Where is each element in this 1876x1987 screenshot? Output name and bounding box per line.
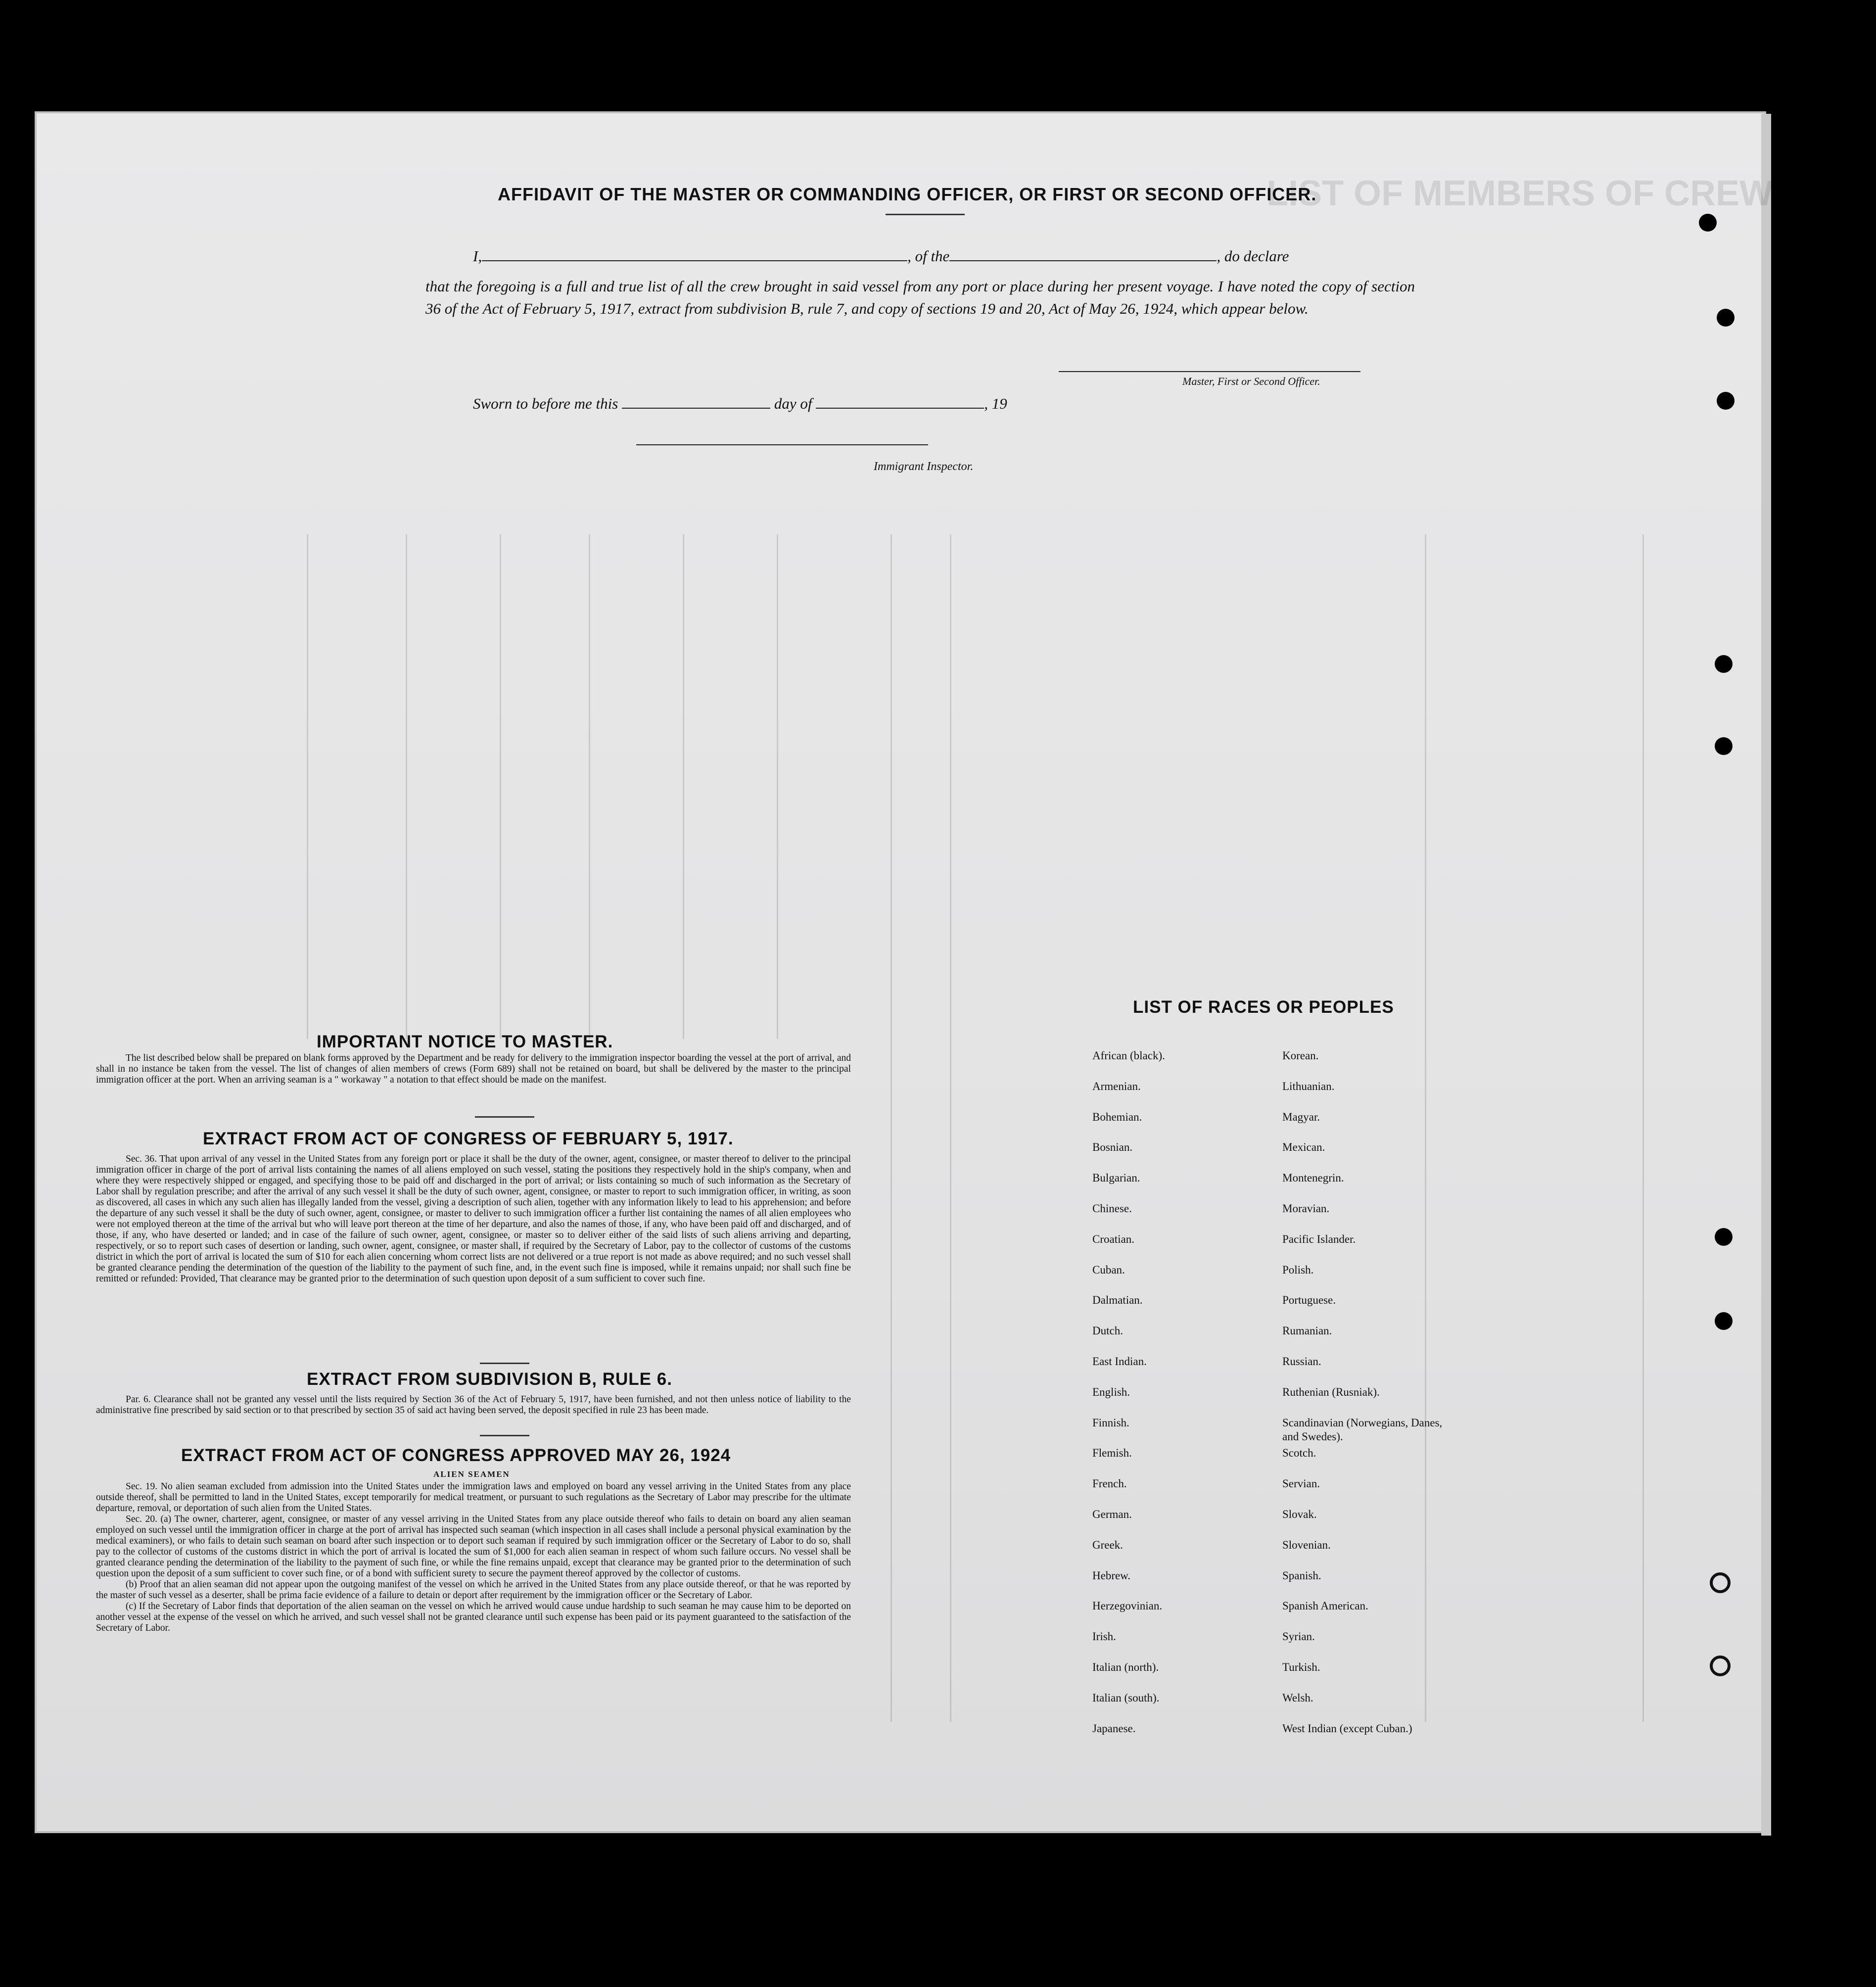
race-item: Scotch. xyxy=(1282,1447,1316,1460)
inspector-signature-line[interactable] xyxy=(636,444,928,445)
section-rule xyxy=(480,1435,529,1436)
race-item: Magyar. xyxy=(1282,1110,1320,1123)
binder-hole xyxy=(1715,655,1733,673)
extract-1917-title: EXTRACT FROM ACT OF CONGRESS OF FEBRUARY 5, 1917. xyxy=(203,1129,734,1148)
race-item: Spanish American. xyxy=(1282,1600,1368,1612)
race-item: Russian. xyxy=(1282,1355,1321,1368)
races-right-column xyxy=(1282,1049,1510,1752)
race-item: French. xyxy=(1092,1477,1127,1490)
race-item: Greek. xyxy=(1092,1538,1123,1551)
race-item: Portuguese. xyxy=(1282,1294,1336,1307)
race-item: Bohemian. xyxy=(1092,1110,1142,1123)
race-item: Slovenian. xyxy=(1282,1538,1331,1551)
race-item: German. xyxy=(1092,1508,1132,1520)
race-item: East Indian. xyxy=(1092,1355,1147,1368)
binder-hole xyxy=(1715,1228,1733,1246)
race-item: Mexican. xyxy=(1282,1141,1325,1154)
rule-6-title: EXTRACT FROM SUBDIVISION B, RULE 6. xyxy=(307,1370,672,1389)
page-edge xyxy=(1761,114,1771,1836)
race-item: Finnish. xyxy=(1092,1416,1129,1429)
binder-hole xyxy=(1717,392,1735,410)
binder-hole xyxy=(1715,1312,1733,1330)
notice-text: The list described below shall be prepared on blank forms approved by the Department and be ready for delivery to the immigration inspector boarding the vessel at the port of arrival, and shall in no instance be taken from the vessel. The list of changes of alien members of crews (Form 689) shall not be retained on board, but shall be delivered by the master to the principal immigration officer at the port. When an arriving seaman is a " workaway " a notation to that effect should be made on the manifest. xyxy=(96,1053,851,1085)
sworn-line xyxy=(473,394,1007,413)
affidavit-body: that the foregoing is a full and true list of all the crew brought in said vessel from any port or place during her present voyage. I have noted the copy of section 36 of the Act of February 5, 1917, extract from subdivision B, rule 7, and copy of sections 19 and 20, Act of May 26, 1924, which appear below. xyxy=(425,278,1415,317)
race-item: Montenegrin. xyxy=(1282,1172,1344,1184)
section-rule xyxy=(475,1116,534,1118)
race-item: Croatian. xyxy=(1092,1232,1134,1245)
race-item: Dalmatian. xyxy=(1092,1294,1143,1307)
sworn-month-blank[interactable] xyxy=(816,394,984,409)
race-item: Spanish. xyxy=(1282,1569,1321,1582)
race-item: Korean. xyxy=(1282,1049,1319,1062)
bleed-through-rule xyxy=(589,534,590,1039)
binder-hole xyxy=(1710,1572,1731,1593)
race-item: Syrian. xyxy=(1282,1630,1315,1643)
race-item: Polish. xyxy=(1282,1263,1314,1276)
affidavit-i-label: I, xyxy=(473,247,482,265)
race-item: African (black). xyxy=(1092,1049,1165,1062)
race-item: Japanese. xyxy=(1092,1722,1136,1735)
inspector-signature-label: Immigrant Inspector. xyxy=(874,460,974,473)
race-item: Servian. xyxy=(1282,1477,1320,1490)
bleed-through-heading: LIST OF MEMBERS OF CREW xyxy=(1266,174,1773,213)
binder-hole xyxy=(1715,737,1733,755)
race-item: Flemish. xyxy=(1092,1447,1132,1460)
race-item: Slovak. xyxy=(1282,1508,1317,1520)
race-item: Turkish. xyxy=(1282,1660,1320,1673)
binder-hole xyxy=(1699,214,1717,232)
race-item: Scandinavian (Norwegians, Danes, and Swedes). xyxy=(1282,1416,1443,1443)
year-label: , 19 xyxy=(984,395,1007,412)
affidavit-of-the-label: , of the xyxy=(907,247,950,265)
race-item: Cuban. xyxy=(1092,1263,1125,1276)
bleed-through-rule xyxy=(777,534,778,1039)
sworn-day-blank[interactable] xyxy=(622,394,770,409)
affidavit-do-declare-label: , do declare xyxy=(1217,247,1289,265)
affidavit-declaration-line xyxy=(473,246,1289,265)
master-signature-label: Master, First or Second Officer. xyxy=(1182,375,1320,387)
master-signature-line[interactable] xyxy=(1059,371,1360,372)
sec-19-text: Sec. 19. No alien seaman excluded from admission into the United States under the immigration laws and employed on board any vessel arriving in the United States from any place outside thereof, shall be permitted to land in the United States, except temporarily for medical treatment, or pursuant to such regulations as the Secretary of Labor may prescribe for the ultimate departure, removal, or deportation of such alien from the United States. xyxy=(96,1481,851,1514)
race-item: Bulgarian. xyxy=(1092,1172,1140,1184)
alien-seamen-subtitle: ALIEN SEAMEN xyxy=(433,1469,510,1479)
race-item: Lithuanian. xyxy=(1282,1080,1335,1092)
bleed-through-rule xyxy=(950,534,951,1722)
affidavit-title: AFFIDAVIT OF THE MASTER OR COMMANDING OFFICER, OR FIRST OR SECOND OFFICER. xyxy=(498,184,1317,204)
race-item: English. xyxy=(1092,1385,1130,1398)
race-item: Bosnian. xyxy=(1092,1141,1133,1154)
name-blank[interactable] xyxy=(482,246,907,261)
race-item: Moravian. xyxy=(1282,1202,1330,1215)
race-item: Hebrew. xyxy=(1092,1569,1131,1582)
bleed-through-rule xyxy=(500,534,501,1039)
race-item: Irish. xyxy=(1092,1630,1116,1643)
binder-hole xyxy=(1710,1656,1731,1676)
races-title: LIST OF RACES OR PEOPLES xyxy=(1133,997,1394,1017)
bleed-through-rule xyxy=(1642,534,1644,1722)
bleed-through-rule xyxy=(307,534,308,1039)
races-left-column xyxy=(1092,1049,1300,1752)
race-item: Herzegovinian. xyxy=(1092,1600,1163,1612)
rule-6-text: Par. 6. Clearance shall not be granted any vessel until the lists required by Section 36 of the Act of February 5, 1917, have been furnished, and not then unless notice of liability to the administrative fine prescribed by said section or to that prescribed by section 35 of said act having been served, the deposit specified in rule 23 has been made. xyxy=(96,1394,851,1416)
binder-hole xyxy=(1717,309,1735,327)
bleed-through-rule xyxy=(406,534,407,1039)
bleed-through-rule xyxy=(683,534,684,1039)
sec-20b-text: (b) Proof that an alien seaman did not appear upon the outgoing manifest of the vessel on which he arrived in the United States from any place outside thereof, or that he was reported by the master of such vessel as a deserter, shall be prima facie evidence of a failure to detain or deport after requirement by the immigration officer or the Secretary of Labor. xyxy=(96,1579,851,1601)
sec-20c-text: (c) If the Secretary of Labor finds that deportation of the alien seaman on the vessel on which he arrived would cause undue hardship to such seaman he may cause him to be deported on another vessel at the expense of the vessel on which he arrived, and such vessel shall not be granted clearance until such expense has been paid or its payment guaranteed to the satisfaction of the Secretary of Labor. xyxy=(96,1601,851,1633)
vessel-blank[interactable] xyxy=(949,246,1217,261)
sworn-label: Sworn to before me this xyxy=(473,395,618,412)
race-item: Welsh. xyxy=(1282,1691,1313,1704)
race-item: Dutch. xyxy=(1092,1325,1123,1337)
notice-title: IMPORTANT NOTICE TO MASTER. xyxy=(317,1032,613,1051)
race-item: Armenian. xyxy=(1092,1080,1141,1092)
extract-1917-text: Sec. 36. That upon arrival of any vessel in the United States from any foreign port or place it shall be the duty of the owner, agent, consignee, or master thereof to deliver to the principal immigration officer in charge of the port of arrival lists containing the names of all aliens employed on such vessel, stating the positions they respectively hold in the ship's company, when and where they were respectively shipped or engaged, and specifying those to be paid off and discharged in the port of arrival; or lists containing so much of such information as the Secretary of Labor shall by regulation prescribe; and after the arrival of any such vessel it shall be the duty of such owner, agent, consignee, or master to report to such immigration officer, in writing, as soon as discovered, all cases in which any such alien has illegally landed from the vessel, giving a description of such alien, together with any information likely to lead to his apprehension; and before the departure of any such vessel it shall be the duty of such owner, agent, consignee, or master to deliver to such immigration officer a further list containing the names of all alien employees who were not employed thereon at the time of the arrival but who will leave port thereon at the time of her departure, and also the names of those, if any, who have been paid off and discharged, and of those, if any, who have deserted or landed; and in case of the failure of such owner, agent, consignee, or master so to deliver either of the said lists of such aliens arriving and departing, respectively, or so to report such cases of desertion or landing, such owner, agent, consignee, or master shall, if required by the Secretary of Labor, pay to the collector of customs of the customs district in which the port of arrival is located the sum of $10 for each alien concerning whom correct lists are not delivered or a true report is not made as above required; and no such vessel shall be granted clearance pending the determination of the question of the liability to the payment of such fine, and, in the event such fine is imposed, while it remains unpaid; nor shall such fine be remitted or refunded: Provided, That clearance may be granted prior to the determination of such question upon deposit of a sum sufficient to cover such fine. xyxy=(96,1154,851,1284)
race-item: Chinese. xyxy=(1092,1202,1132,1215)
bleed-through-rule xyxy=(891,534,892,1722)
sec-20a-text: Sec. 20. (a) The owner, charterer, agent, consignee, or master of any vessel arriving in the United States from any place outside thereof who fails to detain on board any alien seaman employed on such vessel until the immigration officer in charge at the port of arrival has inspected such seaman (which inspection in all cases shall include a personal physical examination by the medical examiners), or who fails to detain such seaman on board after such inspection or to deport such seaman if required by such immigration officer or the Secretary of Labor to do so, shall pay to the collector of customs of the customs district in which the port of arrival is located the sum of $1,000 for each alien seaman in respect of whom such failure occurs. No vessel shall be granted clearance pending the determination of the liability to the payment of such fine, or while the fine remains unpaid, except that clearance may be granted prior to the determination of such question upon the deposit of a sum sufficient to cover such fine, or of a bond with sufficient surety to secure the payment thereof approved by the collector of customs. xyxy=(96,1514,851,1579)
section-rule xyxy=(480,1363,529,1364)
race-item: Ruthenian (Rusniak). xyxy=(1282,1385,1380,1398)
race-item: Italian (north). xyxy=(1092,1660,1159,1673)
race-item: Pacific Islander. xyxy=(1282,1232,1356,1245)
race-item: West Indian (except Cuban.) xyxy=(1282,1722,1412,1735)
title-rule xyxy=(886,214,965,215)
extract-1924-title: EXTRACT FROM ACT OF CONGRESS APPROVED MAY 26, 1924 xyxy=(181,1446,731,1465)
race-item: Rumanian. xyxy=(1282,1325,1332,1337)
day-of-label: day of xyxy=(774,395,812,412)
race-item: Italian (south). xyxy=(1092,1691,1160,1704)
extract-1924-text xyxy=(96,1481,851,1634)
